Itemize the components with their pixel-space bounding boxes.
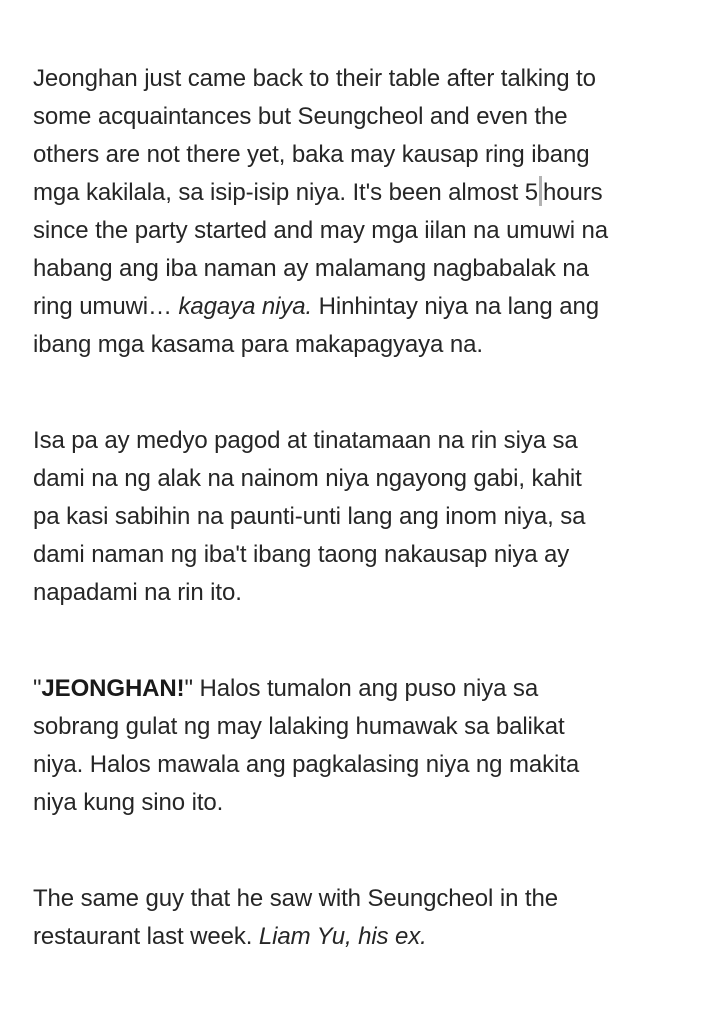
text-line: pa kasi sabihin na paunti-unti lang ang inom niya, sa	[33, 503, 586, 530]
text-line	[33, 174, 705, 212]
text-line: dami naman ng iba't ibang taong nakausap niya ay	[33, 541, 570, 568]
bold-text: JEONGHAN!	[41, 675, 185, 702]
text-line: ibang mga kasama para makapagyaya na.	[33, 331, 483, 358]
text-run: hours	[543, 179, 603, 206]
text-run: "	[33, 675, 42, 702]
text-line	[33, 288, 705, 326]
text-line: habang ang iba naman ay malamang nagbabalak na	[33, 255, 589, 282]
text-run: ring umuwi…	[33, 293, 172, 320]
text-line: sobrang gulat ng may lalaking humawak sa balikat	[33, 713, 565, 740]
paragraph-4[interactable]	[33, 880, 705, 956]
text-run: restaurant last week.	[33, 923, 253, 950]
text-line	[33, 670, 705, 708]
text-run: Hinhintay niya na lang ang	[318, 293, 599, 320]
italic-text: kagaya niya.	[178, 293, 313, 320]
text-line	[33, 918, 705, 956]
text-line: others are not there yet, baka may kausap ring ibang	[33, 141, 590, 168]
text-line: since the party started and may mga iilan na umuwi na	[33, 217, 609, 244]
paragraph-3[interactable]	[33, 670, 705, 822]
text-line: niya kung sino ito.	[33, 789, 224, 816]
text-line: napadami na rin ito.	[33, 579, 242, 606]
text-run: mga kakilala, sa isip-isip niya. It's been almost 5	[33, 179, 539, 206]
text-line: niya. Halos mawala ang pagkalasing niya ng makita	[33, 751, 580, 778]
text-line: The same guy that he saw with Seungcheol in the	[33, 885, 558, 912]
text-run: " Halos tumalon ang puso niya sa	[184, 675, 539, 702]
paragraph-1[interactable]	[33, 60, 705, 364]
text-line: some acquaintances but Seungcheol and even the	[33, 103, 568, 130]
text-line: dami na ng alak na nainom niya ngayong gabi, kahit	[33, 465, 582, 492]
text-cursor	[539, 176, 542, 206]
italic-text: Liam Yu, his ex.	[258, 923, 427, 950]
paragraph-2[interactable]	[33, 422, 705, 612]
text-line: Isa pa ay medyo pagod at tinatamaan na rin siya sa	[33, 427, 578, 454]
text-line: Jeonghan just came back to their table after talking to	[33, 65, 596, 92]
